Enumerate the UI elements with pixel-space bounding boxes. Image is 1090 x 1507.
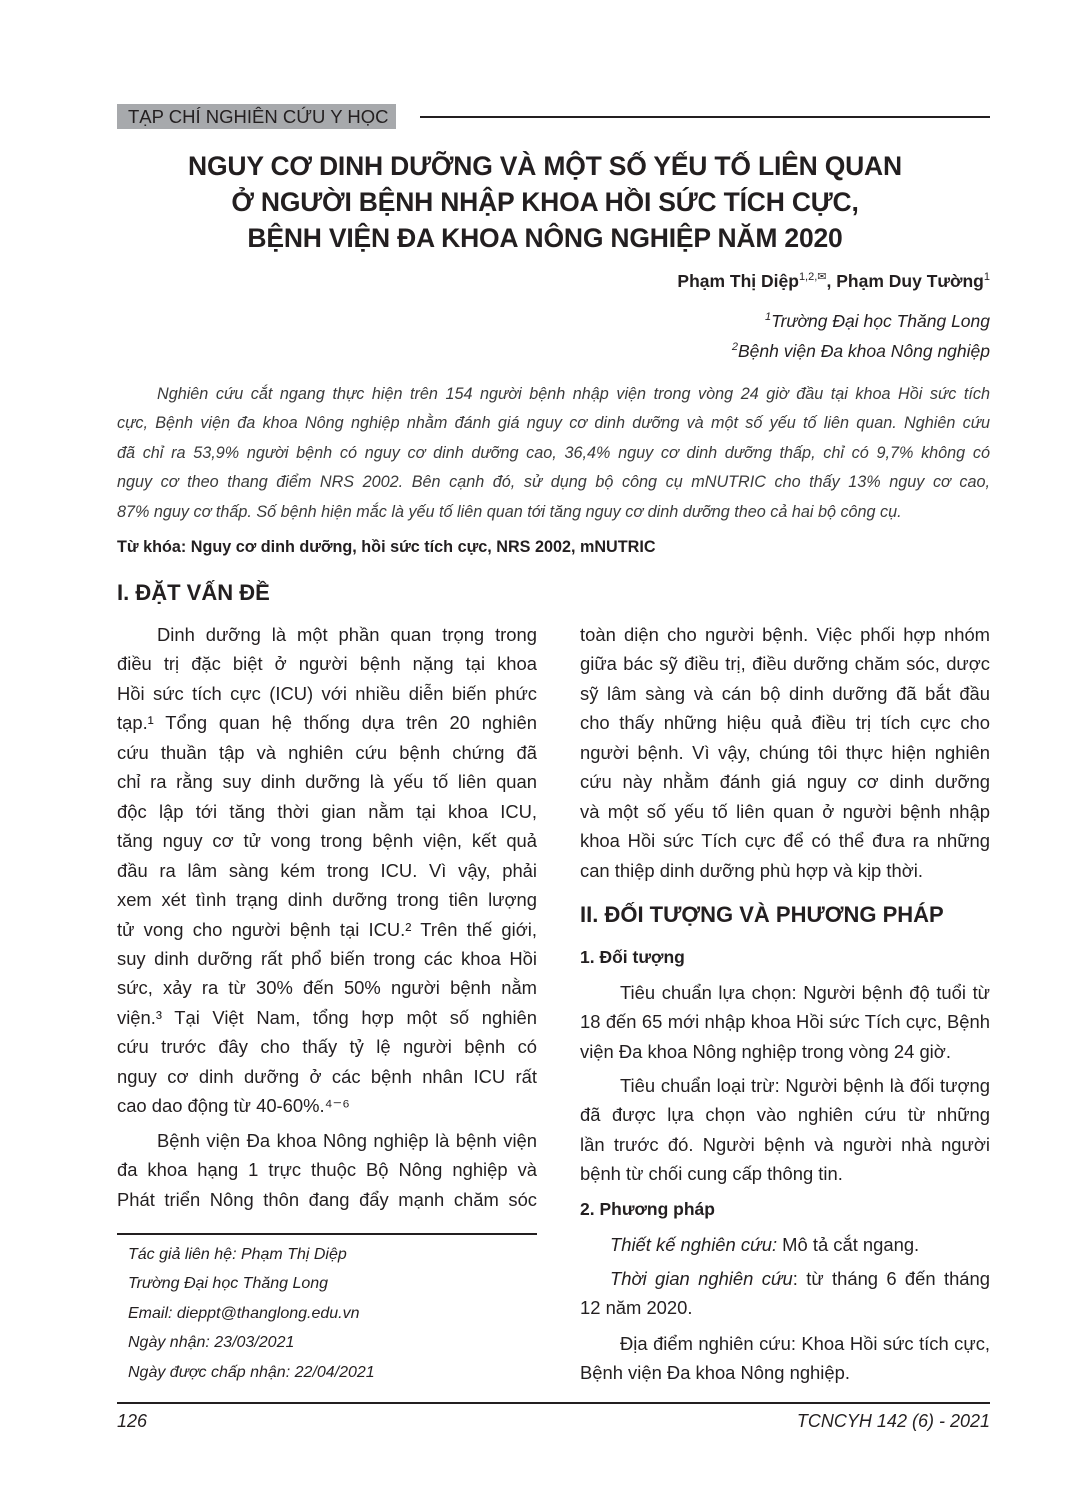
text-line: tạp.¹ Tổng quan hệ thống dựa trên 20 nghiên (117, 712, 537, 734)
text-line: đầu ra lâm sàng kém trong ICU. Vì vậy, phải (117, 859, 537, 881)
text-line: nguy cơ dinh dưỡng ở các bệnh nhân ICU rất (117, 1065, 537, 1087)
corresponding-author: Tác giả liên hệ: Phạm Thị Diệp (128, 1246, 347, 1263)
text-line: chỉ ra rằng suy dinh dưỡng là yếu tố liên quan (117, 771, 537, 793)
text-line: đã được lựa chọn vào nghiên cứu từ những (580, 1104, 990, 1126)
accepted-date: Ngày được chấp nhận: 22/04/2021 (128, 1363, 375, 1381)
text-line: xem xét tình trạng dinh dưỡng trong tiên lượng (117, 889, 537, 911)
footer-rule (117, 1402, 990, 1404)
text-line: Dinh dưỡng là một phần quan trọng trong (157, 624, 537, 645)
paragraph (580, 620, 990, 885)
exclusion-criteria (580, 1071, 990, 1189)
title-line: Ở NGƯỜI BỆNH NHẬP KHOA HỒI SỨC TÍCH CỰC, (231, 187, 859, 217)
text-line: sức, xảy ra từ 30% đến 50% người bệnh nằm (117, 977, 537, 999)
text-line: lần trước đó. Người bệnh và người nhà người (580, 1133, 990, 1155)
text-line: đã chỉ ra 53,9% người bệnh có nguy cơ dinh dưỡng cao, 36,4% nguy cơ dinh dưỡng thấp, chỉ có 9,7% không có (117, 443, 990, 462)
received-date: Ngày nhận: 23/03/2021 (128, 1334, 295, 1352)
section-heading: II. ĐỐI TƯỢNG VÀ PHƯƠNG PHÁP (580, 902, 944, 927)
text-line: sỹ lâm sàng và cán bộ dinh dưỡng đã bắt đầu (580, 682, 990, 704)
text-line: khoa Hồi sức Tích cực để có thể đưa ra những (580, 830, 990, 852)
email: Email: dieppt@thanglong.edu.vn (128, 1304, 360, 1322)
affiliation-mark: 2 (731, 341, 738, 354)
text-line: viện Đa khoa Nông nghiệp trong vòng 24 giờ. (580, 1040, 951, 1062)
text-line: giữa bác sỹ điều trị, điều dưỡng chăm sóc, dược (580, 653, 990, 675)
text-line: cứu trước đây cho thấy tỷ lệ người bệnh có (117, 1036, 537, 1058)
subsection-heading: 2. Phương pháp (580, 1199, 715, 1219)
journal-name: TẠP CHÍ NGHIÊN CỨU Y HỌC (117, 104, 396, 129)
text-line: cho thấy những hiệu quả điều trị tích cực cho (580, 712, 990, 734)
text-line: Hồi sức tích cực (ICU) với nhiều diễn biến phức (117, 682, 537, 704)
text-line: 87% nguy cơ thấp. Số bệnh hiện mắc là yếu tố liên quan tới tăng nguy cơ dinh dưỡng theo cả hai bộ công cụ. (117, 502, 902, 521)
study-time-value: : từ tháng 6 đến tháng (792, 1268, 990, 1289)
text-line: bệnh từ chối cung cấp thông tin. (580, 1163, 843, 1185)
text-line: người bệnh. Vì vậy, chúng tôi thực hiện nghiên (580, 741, 990, 763)
affiliation (732, 341, 990, 362)
text-line: suy dinh dưỡng rất phổ biến trong các khoa Hồi (117, 947, 537, 969)
text-line: độc lập tới tăng thời gian nằm tại khoa ICU, (117, 800, 537, 822)
author-name: Phạm Thị Diệp (677, 270, 799, 291)
study-design-label: Thiết kế nghiên cứu: (610, 1234, 778, 1255)
text-line: Bệnh viện Đa khoa Nông nghiệp là bệnh viện (157, 1130, 537, 1151)
page-number: 126 (117, 1411, 148, 1431)
text-line: cứu này nhằm đánh giá nguy cơ dinh dưỡng (580, 771, 990, 793)
paragraph (117, 1126, 537, 1214)
study-time (580, 1264, 990, 1323)
text-line: điều trị đặc biệt ở người bệnh nặng tại khoa (117, 653, 537, 675)
journal-issue: TCNCYH 142 (6) - 2021 (796, 1411, 990, 1431)
paragraph (117, 620, 537, 1121)
text-line: Phát triển Nông thôn đang đẩy mạnh chăm sóc (117, 1188, 537, 1210)
title-line: NGUY CƠ DINH DƯỠNG VÀ MỘT SỐ YẾU TỐ LIÊN QUAN (188, 151, 902, 181)
author-name: Phạm Duy Tường (836, 270, 984, 291)
authors (677, 270, 990, 292)
inclusion-criteria (580, 978, 990, 1066)
text-line: cao dao động từ 40-60%.⁴⁻⁶ (117, 1095, 350, 1117)
text-line: cực, Bệnh viện đa khoa Nông nghiệp nhằm đánh giá nguy cơ dinh dưỡng và một số yếu tố liên quan. Nghiên cứu (117, 414, 990, 433)
header-rule (420, 116, 990, 118)
text-line: nguy cơ theo thang điểm NRS 2002. Bên cạnh đó, sử dụng bộ công cụ mNUTRIC cho thấy 13% nguy cơ cao, (117, 473, 990, 492)
text-line: tăng nguy cơ tử vong trong bệnh viện, kết quả (117, 830, 537, 852)
text-line: viện.³ Tại Việt Nam, tổng hợp một số nghiên (117, 1006, 537, 1028)
study-place (580, 1329, 990, 1388)
footnote-rule (117, 1233, 537, 1235)
study-design-value: Mô tả cắt ngang. (777, 1234, 920, 1255)
section-heading: I. ĐẶT VẤN ĐỀ (117, 580, 270, 605)
author-separator: , (826, 270, 837, 291)
affiliation-mark: 1 (765, 311, 772, 324)
study-time-label: Thời gian nghiên cứu (610, 1268, 793, 1289)
subsection-heading: 1. Đối tượng (580, 947, 685, 967)
keywords: Từ khóa: Nguy cơ dinh dưỡng, hồi sức tích cực, NRS 2002, mNUTRIC (117, 538, 656, 556)
study-time-value-cont: 12 năm 2020. (580, 1297, 693, 1319)
text-line: 18 đến 65 mới nhập khoa Hồi sức Tích cực, Bệnh (580, 1011, 990, 1033)
title-line: BỆNH VIỆN ĐA KHOA NÔNG NGHIỆP NĂM 2020 (247, 223, 843, 253)
study-design (580, 1230, 990, 1259)
author-institution: Trường Đại học Thăng Long (128, 1275, 329, 1293)
article-title (100, 148, 990, 256)
abstract (117, 380, 990, 527)
text-line: Tiêu chuẩn lựa chọn: Người bệnh độ tuổi từ (620, 982, 990, 1003)
text-line: toàn diện cho người bệnh. Việc phối hợp nhóm (580, 624, 990, 645)
text-line: tử vong cho người bệnh tại ICU.² Trên thế giới, (117, 918, 537, 940)
text-line: và một số yếu tố liên quan ở người bệnh nhập (580, 800, 990, 822)
text-line: can thiệp dinh dưỡng phù hợp và kịp thời. (580, 859, 923, 881)
text-line: Nghiên cứu cắt ngang thực hiện trên 154 người bệnh nhập viện trong vòng 24 giờ đầu tại khoa Hồi sức tích (157, 385, 990, 403)
text-line: Tiêu chuẩn loại trừ: Người bệnh là đối tượng (620, 1075, 990, 1096)
text-line: cứu thuần tập và nghiên cứu bệnh chứng đã (117, 741, 537, 763)
affiliation-name: Trường Đại học Thăng Long (771, 311, 990, 331)
text-line: đa khoa hạng 1 trực thuộc Bộ Nông nghiệp và (117, 1159, 537, 1181)
author-affiliation-marks: 1,2,✉ (798, 271, 827, 283)
footnotes (128, 1240, 375, 1387)
affiliation (765, 311, 990, 332)
text-line: Địa điểm nghiên cứu: Khoa Hồi sức tích cực, (620, 1333, 990, 1354)
author-affiliation-marks: 1 (983, 271, 990, 283)
affiliation-name: Bệnh viện Đa khoa Nông nghiệp (738, 341, 990, 361)
text-line: Bệnh viện Đa khoa Nông nghiệp. (580, 1362, 850, 1384)
